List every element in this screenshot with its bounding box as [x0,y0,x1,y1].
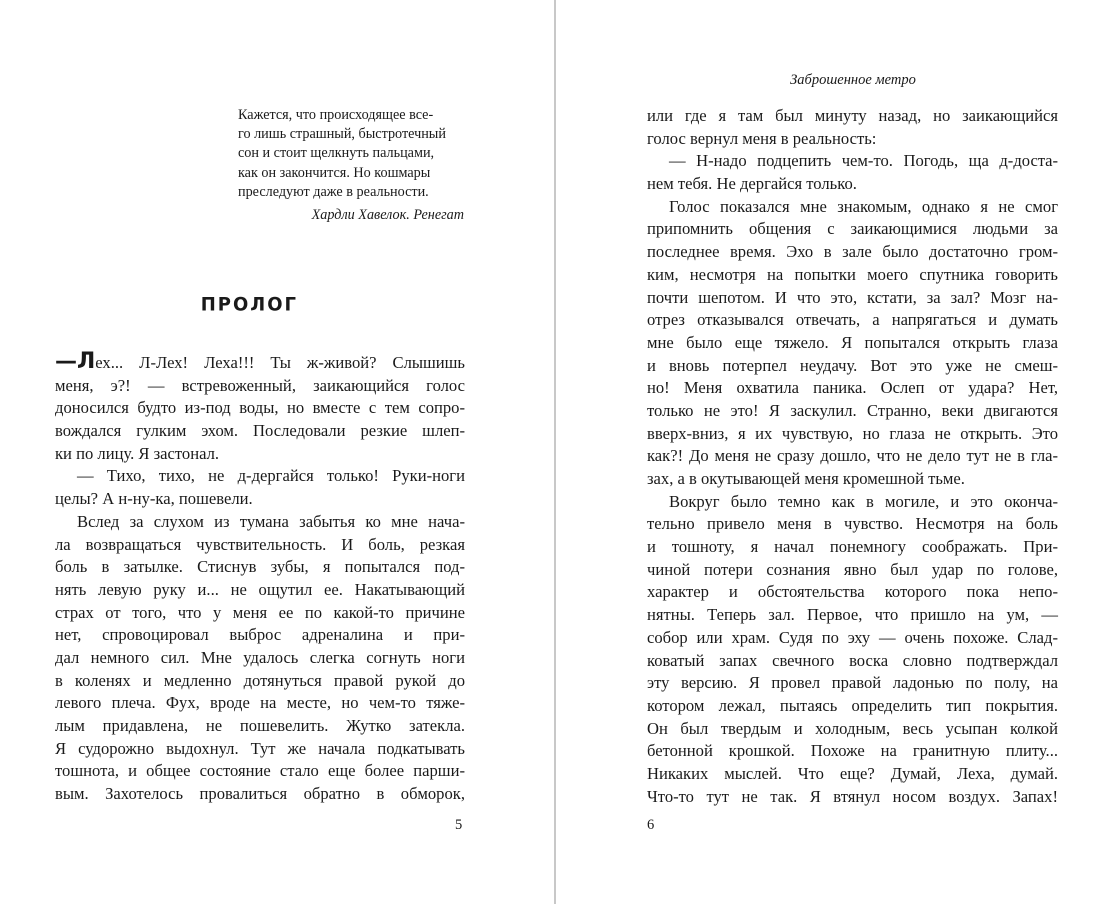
text-line: котором лежал, пытаясь определить тип покрытия. [647,695,1058,715]
text-line: бетонной крошкой. Похоже на гранитную плиту... [647,741,1058,761]
page-number: 6 [647,817,655,833]
text-line: Он был твердым и холодным, весь усыпан колкой [647,718,1058,738]
text-line: чиной потери сознания явно был удар по голове, [647,559,1058,579]
text-line: Никаких мыслей. Что еще? Думай, Леха, думай. [647,763,1058,783]
text-line: Вокруг было темно как в могиле, и это оконча- [669,491,1058,511]
text-line: боль в затылке. Стиснув зубы, я попытался под- [55,557,465,577]
text-line: страх от того, что у меня ее по какой-то причине [55,602,465,622]
epigraph [238,106,464,225]
text-line: зах, а в окутывающей меня кромешной тьме. [647,469,965,488]
text-line: коватый запах свечного воска словно подтверждал [647,650,1058,670]
text-line: в коленях и медленно дотянуться правой рукой до [55,670,465,690]
text-line: доносился будто из-под воды, но вместе с тем сопро- [55,398,465,418]
text-line: Я судорожно выдохнул. Тут же начала подкатывать [55,738,465,758]
page-number: 5 [455,817,463,833]
chapter-title: ПРОЛОГ [200,293,298,316]
text-line: дал немного сил. Мне удалось слегка согнуть ноги [55,647,465,667]
text-line: мне было еще тяжело. Я попытался открыть глаза [647,332,1058,352]
text-line: и тошноту, я начал понемногу соображать. При- [647,537,1058,557]
text-line: нет, спровоцировал выброс адреналина и при- [55,625,465,645]
text-line: как?! До меня не сразу дошло, что не дело тут не в гла- [647,446,1058,466]
text-line: Вслед за слухом из тумана забытья ко мне нача- [77,511,465,531]
epigraph-line: как он закончится. Но кошмары [238,164,431,181]
text-line: ла возвращаться чувствительность. И боль, резкая [55,534,465,554]
text-line: собор или храм. Судя по эху — очень похоже. Слад- [647,627,1058,647]
text-line: и вновь потерпел неудачу. Вот это уже не смеш- [647,355,1058,375]
text-line: Что-то тут не так. Я втянул носом воздух. Запах! [647,786,1058,806]
text-line: ки по лицу. Я застонал. [55,443,220,463]
right-body-text [647,105,1058,808]
text-line: — Н-надо подцепить чем-то. Погодь, ща д-достa- [669,151,1058,171]
text-line: почти шепотом. И что это, кстати, за зал? Мозг на- [647,287,1058,307]
running-header: Заброшенное метро [790,72,916,88]
left-body-text [55,349,465,806]
text-line: голос вернул меня в реальность: [647,128,877,148]
text-line: эту версию. Я провел правой ладонью по полу, на [647,673,1058,693]
text-line: ким, несмотря на попытки моего спутника говорить [647,264,1058,284]
text-line: Голос показался мне знакомым, однако я не смог [669,196,1058,216]
text-line: —Лех... Л-Лех! Леха!!! Ты ж-живой? Слышишь [55,349,465,374]
text-line: целы? А н-ну-ка, пошевели. [55,489,253,509]
text-line: но! Меня охватила паника. Ослеп от удара? Нет, [647,378,1058,398]
epigraph-source: Хардли Хавелок. Ренегат [311,207,464,224]
text-line: нять левую руку и... не ощутил ее. Накатывающий [55,579,465,599]
text-line: или где я там был минуту назад, но заикающийся [647,106,1058,125]
epigraph-line: го лишь страшный, быстротечный [238,126,446,143]
text-line: вверх-вниз, я их чувствую, но глаза не открыть. Это [647,423,1058,443]
text-line: только не это! Я заскулил. Странно, веки двигаются [647,400,1058,420]
epigraph-line: сон и стоит щелкнуть пальцами, [238,145,435,162]
text-line: меня, э?! — встревоженный, заикающийся голос [55,375,465,395]
text-line: вождался гулким эхом. Последовали резкие шлеп- [55,421,465,441]
left-page [0,0,554,904]
text-line: отрез отказывался отвечать, а напрягаться и думать [647,310,1058,330]
text-line: — Тихо, тихо, не д-дергайся только! Руки-ноги [77,466,465,486]
text-line: левого плеча. Фух, вроде на месте, но чем-то тяже- [55,693,465,713]
text-line: припомнить общения с заикающимися людьми за [647,219,1058,239]
text-line: характер и обстоятельства которого пока непо- [647,582,1058,602]
epigraph-line: преследуют даже в реальности. [238,183,429,200]
text-line: нем тебя. Не дергайся только. [647,174,857,194]
right-page [556,0,1112,904]
text-line: тошнота, и общее состояние стало еще более парши- [55,761,465,781]
text-line: нятны. Теперь зал. Первое, что пришло на ум, — [647,605,1058,625]
text-line: последнее время. Эхо в зале было достаточно гром- [647,242,1058,262]
text-line: вым. Захотелось провалиться обратно в обморок, [55,784,465,804]
epigraph-line: Кажется, что происходящее все- [238,107,434,123]
dropcap: —Л [55,349,96,374]
chapter-title-wrap [0,294,474,315]
text-line: тельно привело меня в чувство. Несмотря на боль [647,514,1058,534]
text-line: лым придавлена, не пошевелить. Жутко затекла. [55,716,465,735]
